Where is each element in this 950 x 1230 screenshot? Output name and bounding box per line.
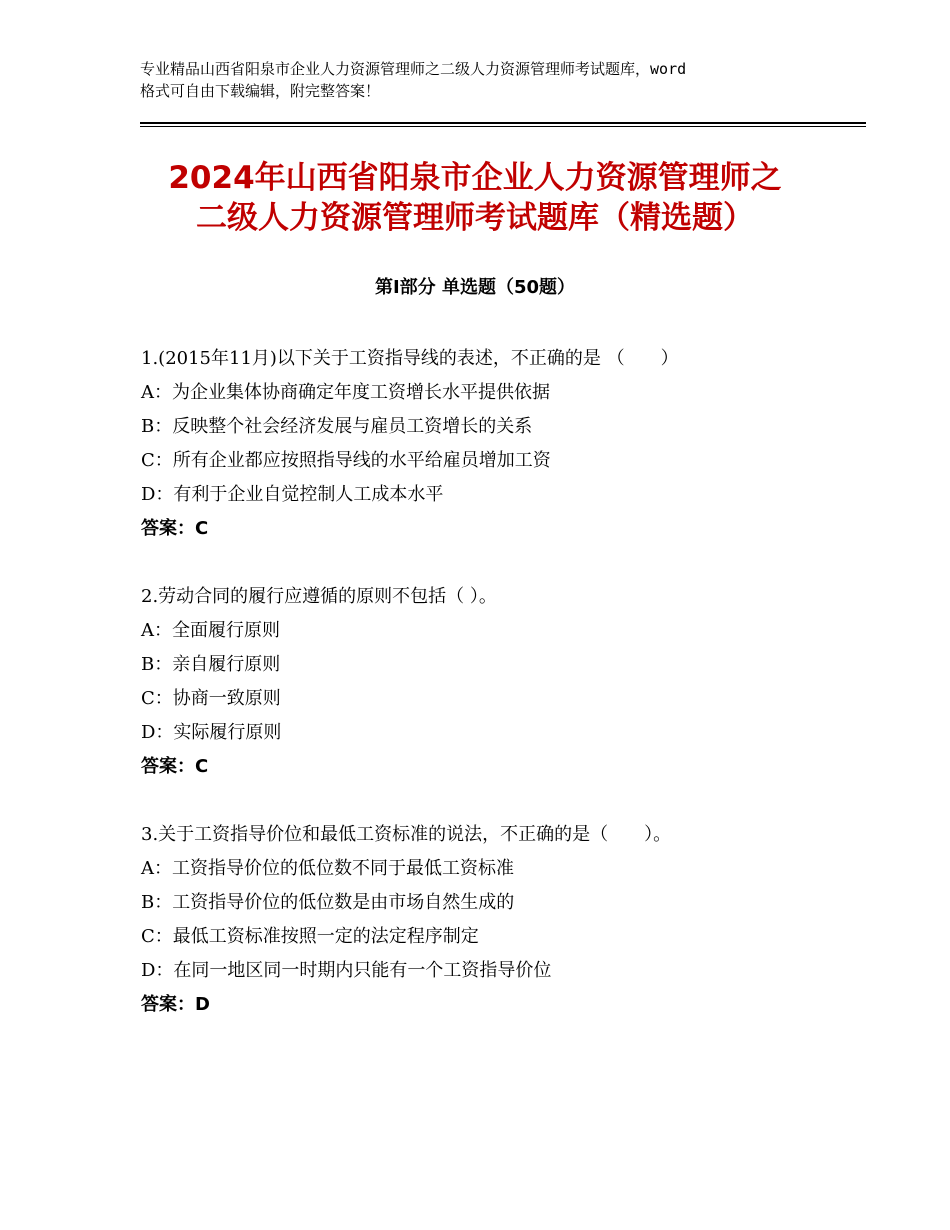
option-c: C：所有企业都应按照指导线的水平给雇员增加工资 — [141, 450, 551, 471]
header-note-line-1: 专业精品山西省阳泉市企业人力资源管理师之二级人力资源管理师考试题库，word — [140, 60, 687, 78]
answer: 答案：C — [141, 756, 209, 777]
option-b: B：工资指导价位的低位数是由市场自然生成的 — [141, 892, 515, 913]
option-d: D：在同一地区同一时期内只能有一个工资指导价位 — [141, 960, 552, 981]
question-stem: 1.(2015年11月)以下关于工资指导线的表述，不正确的是 （ ） — [141, 348, 679, 369]
option-c: C：协商一致原则 — [141, 688, 281, 709]
question-stem: 3.关于工资指导价位和最低工资标准的说法，不正确的是（ ）。 — [141, 824, 672, 845]
question-2 — [141, 580, 861, 784]
header-note-line-2: 格式可自由下载编辑，附完整答案！ — [140, 82, 381, 100]
option-a: A：全面履行原则 — [141, 620, 280, 641]
question-1 — [141, 342, 861, 546]
option-b: B：亲自履行原则 — [141, 654, 281, 675]
document-title — [100, 158, 850, 238]
option-b: B：反映整个社会经济发展与雇员工资增长的关系 — [141, 416, 533, 437]
option-d: D：实际履行原则 — [141, 722, 282, 743]
header-divider-thin — [140, 126, 866, 127]
header-divider-thick — [140, 122, 866, 124]
answer: 答案：C — [141, 518, 209, 539]
option-c: C：最低工资标准按照一定的法定程序制定 — [141, 926, 479, 947]
section-title: 第Ⅰ部分 单选题（50题） — [374, 277, 575, 298]
question-3 — [141, 818, 861, 1022]
document-title-line-2: 二级人力资源管理师考试题库（精选题） — [196, 200, 754, 236]
option-a: A：工资指导价位的低位数不同于最低工资标准 — [141, 858, 514, 879]
option-d: D：有利于企业自觉控制人工成本水平 — [141, 484, 444, 505]
option-a: A：为企业集体协商确定年度工资增长水平提供依据 — [141, 382, 550, 403]
question-stem: 2.劳动合同的履行应遵循的原则不包括（ ）。 — [141, 586, 497, 607]
document-title-line-1: 2024年山西省阳泉市企业人力资源管理师之 — [168, 160, 782, 196]
header-note — [140, 58, 840, 102]
question-list — [141, 342, 861, 1056]
answer: 答案：D — [141, 994, 210, 1015]
